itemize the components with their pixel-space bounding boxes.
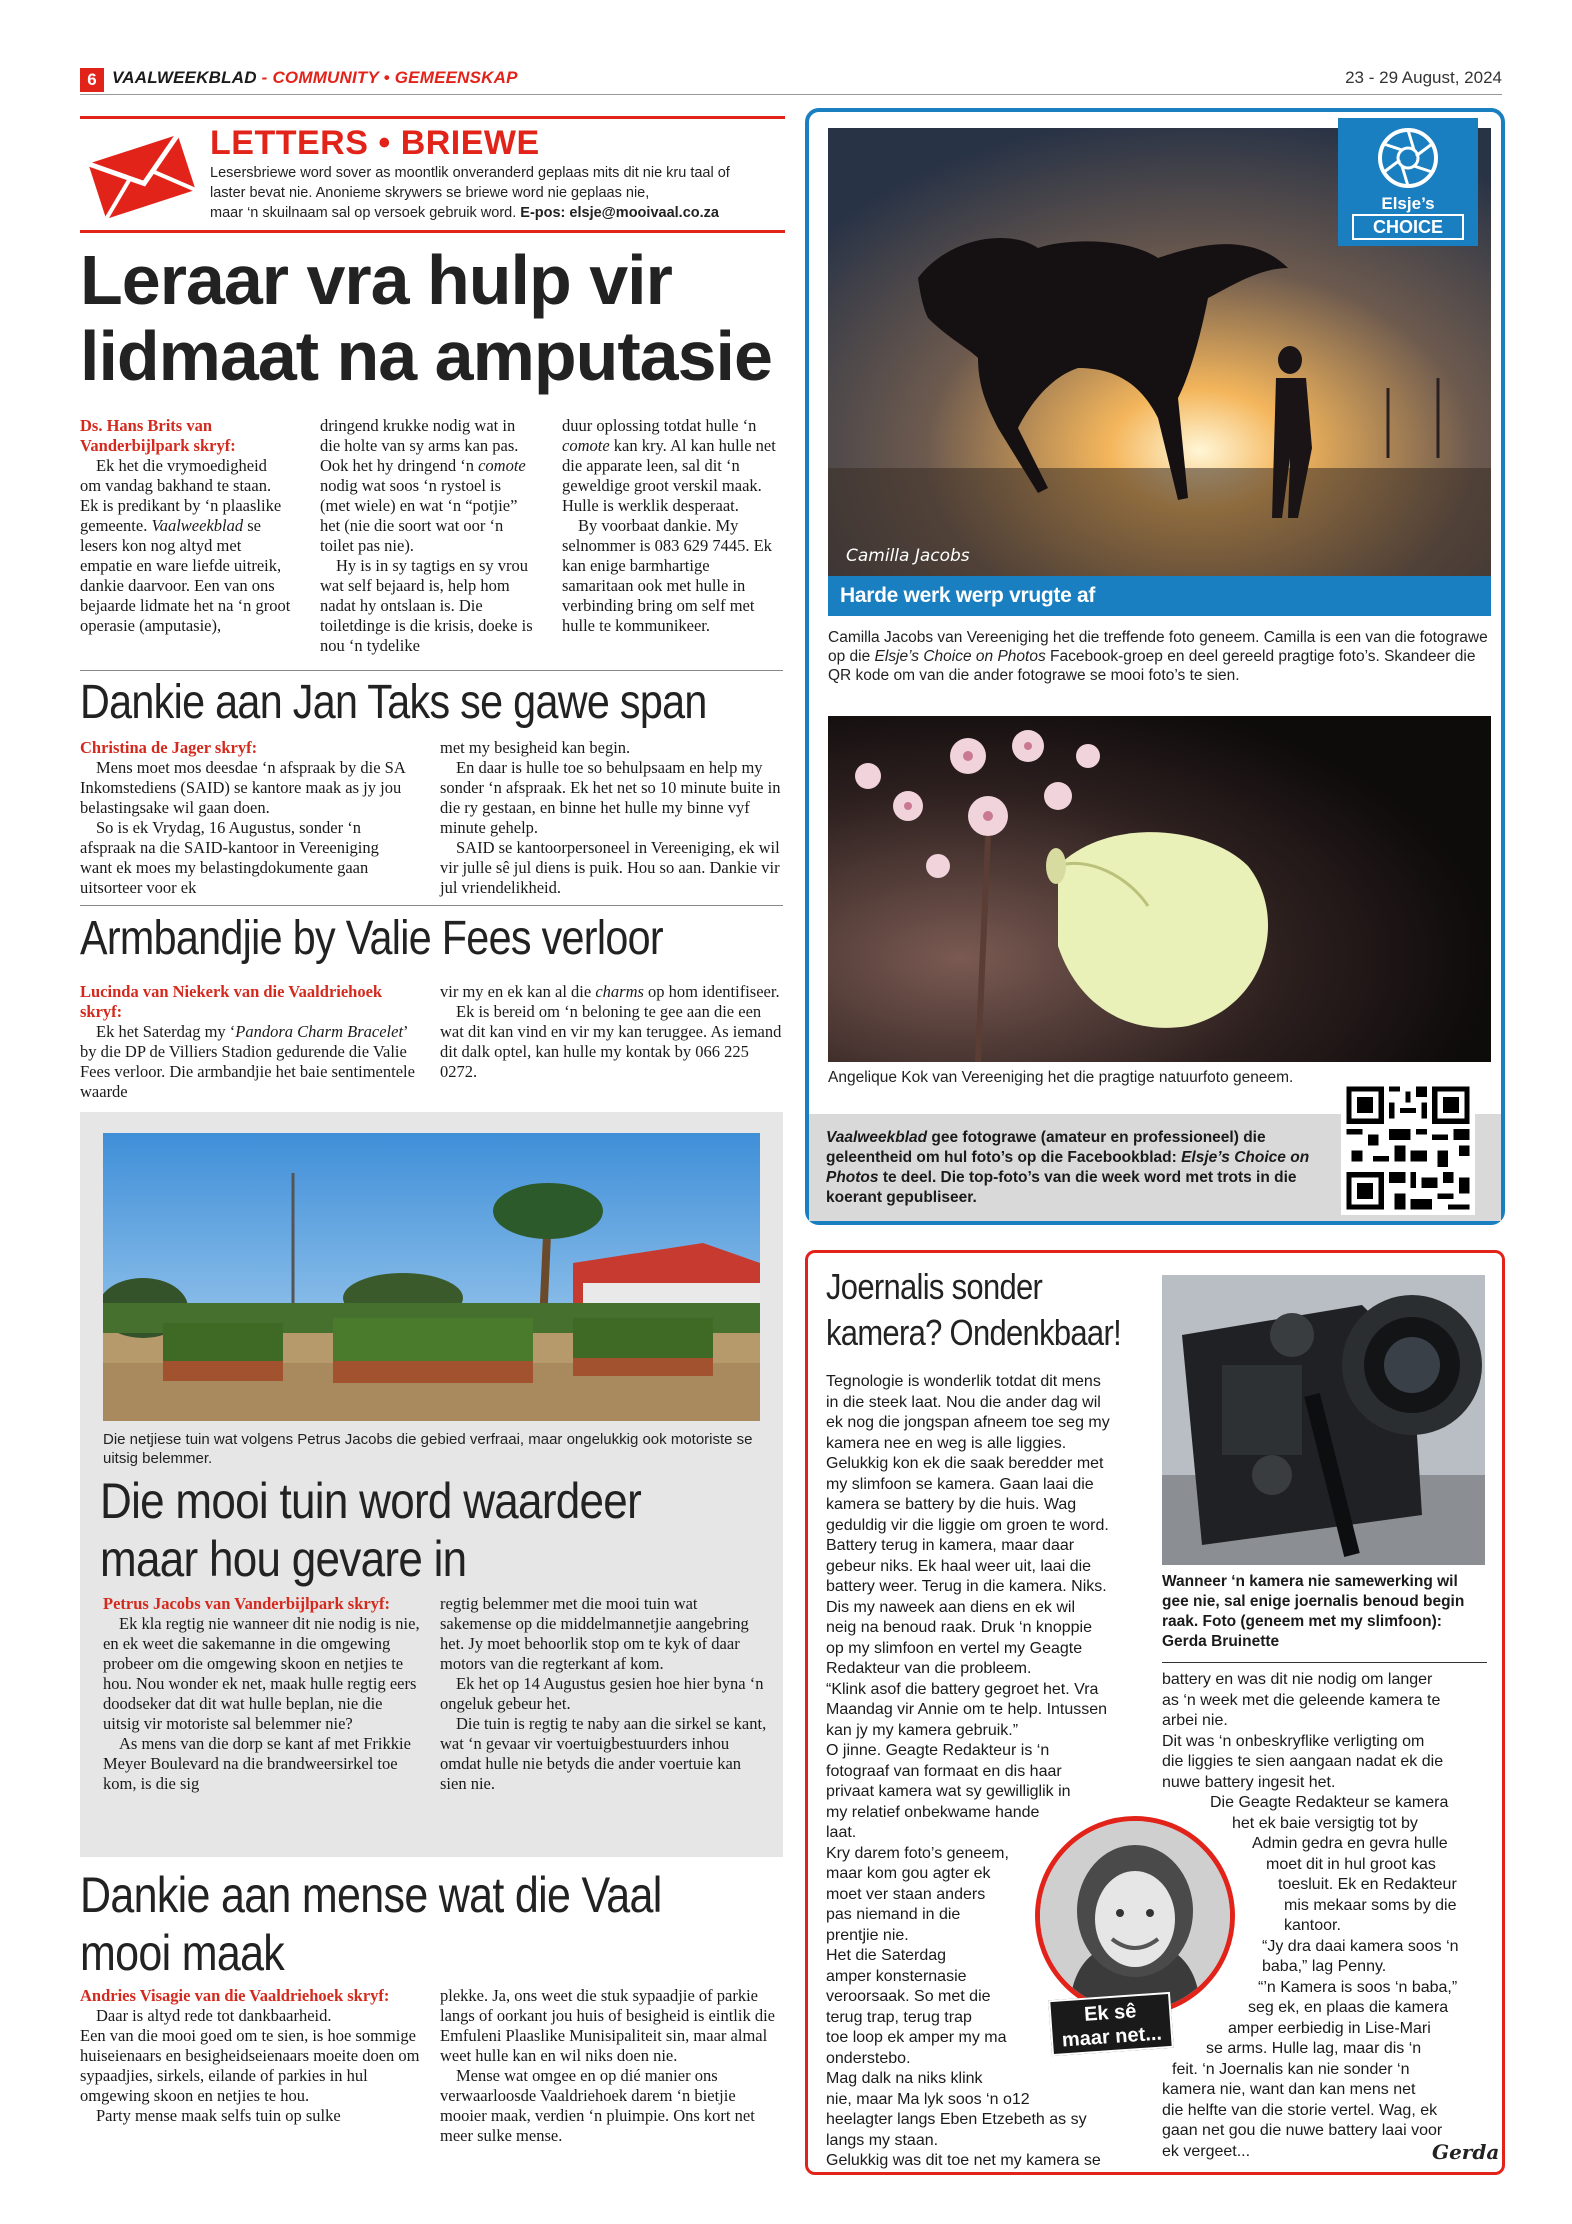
elsjes-choice-footer-text: Vaalweekblad gee fotograwe (amateur en professioneel) die geleentheid om hul foto’s op die Facebookblad: Elsje’s Choice on Photos te deel. Die top-foto’s van die week word met trots in die koerant gepubliseer.	[826, 1129, 1310, 1206]
column-line: Redakteur van die probleem.	[826, 1660, 1032, 1677]
article1-col1: Ds. Hans Brits van Vanderbijlpark skryf: Ek het die vrymoedigheid om vandag bakhand te staan. Ek is predikant by ‘n plaaslike gemeente. Vaalweekblad se lesers kon nog altyd met empatie en ware liefde uitreik, dankie daarvoor. Een van ons bejaarde lidmate het na ‘n groot operasie (amputasie),	[80, 416, 291, 635]
article2-col2: met my besigheid kan begin. En daar is hulle toe so behulpsaam en help my sonder ‘n afspraak. Ek het net so 10 minute buite in die ry gestaan, en binne het hulle my binne vyf minute gehelp. SAID se kantoorpersoneel in Vereeniging, ek wil vir julle sê jul diens is puik. Hou so aan. Dankie vir jul vriendelikheid.	[440, 738, 781, 897]
column-line: langs my staan.	[826, 2131, 939, 2149]
column-line: geduldig vir die liggie om groen te word.	[826, 1516, 1109, 1534]
photo1-credit: Camilla Jacobs	[846, 546, 970, 566]
issue-date: 23 - 29 August, 2024	[1345, 68, 1502, 87]
column-line: Tegnologie is wonderlik totdat dit mens	[826, 1373, 1101, 1390]
article3-headline: Armbandjie by Valie Fees verloor	[80, 912, 663, 965]
garden-photo	[103, 1133, 760, 1421]
column-line: amper konsternasie	[826, 1967, 967, 1985]
letters-description: Lesersbriewe word sover as moontlik onveranderd geplaas mits dit nie kru taal of laster bevat nie. Anonieme skrywers se briewe word nie geplaas nie, maar ‘n skuilnaam sal op versoek gebruik word. E-pos: elsje@mooivaal.co.za	[210, 165, 730, 221]
author-portrait	[1035, 1816, 1235, 2016]
column-line: Het die Saterdag	[826, 1947, 947, 1964]
column-line: op my slimfoon en vertel my Geagte	[826, 1639, 1083, 1657]
article5-byline: Andries Visagie van die Vaaldriehoek skryf:	[80, 1986, 390, 2005]
garden-photo-caption: Die netjiese tuin wat volgens Petrus Jacobs die gebied verfraai, maar ongelukkig ook motoriste se uitsig belemmer.	[103, 1431, 753, 1467]
article3-col1: Lucinda van Niekerk van die Vaaldriehoek skryf: Ek het Saterdag my ‘Pandora Charm Bracelet’ by die DP de Villiers Stadion gedurende die Valie Fees verloor. Die armbandjie het baie sentimentele waarde	[80, 982, 415, 1101]
letters-title: LETTERS • BRIEWE	[210, 124, 540, 162]
column-line: toesluit. Ek en Redakteur	[1278, 1876, 1457, 1893]
article1-byline: Ds. Hans Brits van Vanderbijlpark skryf:	[80, 416, 236, 455]
column-line: kamera se battery by die huis. Wag	[826, 1496, 1077, 1513]
column-line: moet dit in hul groot kas	[1266, 1855, 1436, 1873]
column-line: battery weer. Terug in die kamera. Niks.	[826, 1578, 1107, 1595]
column-line: ek nog die jongspan afneem toe seg my	[826, 1414, 1110, 1431]
column-line: kan jy my kamera gebruik.”	[826, 1721, 1019, 1739]
article4-byline: Petrus Jacobs van Vanderbijlpark skryf:	[103, 1594, 390, 1613]
column-line: my slimfoon se kamera. Gaan laai die	[826, 1475, 1094, 1493]
author-signature: Gerda	[1432, 2140, 1500, 2164]
divider	[80, 670, 783, 671]
photo-title-bar: Harde werk werp vrugte af	[828, 576, 1491, 616]
column-line: maar kom gou agter ek	[826, 1865, 991, 1882]
article1-headline: Leraar vra hulp vir lidmaat na amputasie	[80, 241, 772, 395]
camera-aperture-icon	[1376, 126, 1440, 190]
column-line: nie, maar Ma lyk soos ‘n o12	[826, 2090, 1030, 2108]
article4-col1: Petrus Jacobs van Vanderbijlpark skryf: Ek kla regtig nie wanneer dit nie nodig is nie, en ek weet die sakemanne in die omgewing probeer om die omgewing skoon en netjies te hou. Nou wonder ek net, maak hulle regtig eers doodseker dat dit wat hulle beplan, nie die uitsig vir motoriste sal belemmer nie? As mens van die dorp se kant af met Frikkie Meyer Boulevard na die brandweersirkel toe kom, is die sig	[103, 1594, 423, 1794]
column-line: arbei nie.	[1162, 1712, 1228, 1729]
column-line: kantoor.	[1284, 1917, 1341, 1934]
column-line: Gelukkig was dit toe net my kamera se	[826, 2152, 1101, 2169]
page-number: 6	[80, 68, 104, 92]
column-line: Gelukkig kon ek die saak beredder met	[826, 1455, 1104, 1472]
column-line: ek vergeet...	[1162, 2142, 1251, 2160]
column-line: Admin gedra en gevra hulle	[1252, 1835, 1448, 1852]
column-line: laat.	[826, 1824, 857, 1841]
camera-photo	[1162, 1275, 1485, 1565]
column-line: se arms. Hulle lag, maar dis ‘n	[1206, 2040, 1422, 2057]
article4-col2: regtig belemmer met die mooi tuin wat sakemense op die middelmannetjie aangebring het. Jy moet behoorlik stop om te kyk of daar motors van die regterkant af kom. Ek het op 14 Augustus gesien hoe hier byna ‘n ongeluk gebeur het. Die tuin is regtig te naby aan die sirkel se kant, wat ‘n gevaar vir voertuigbestuurders inhou omdat hulle nie betyds die ander voertuie kan sien nie.	[440, 1594, 767, 1793]
column-line: terug trap, terug trap	[826, 2008, 972, 2026]
column-line: die helfte van die storie vertel. Wag, ek	[1162, 2101, 1438, 2119]
column-line: my relatief onbekwame hande	[826, 1803, 1040, 1821]
divider	[80, 905, 783, 906]
column-line: as ‘n week met die geleende kamera te	[1162, 1691, 1441, 1709]
column-line: Mag dalk na niks klink	[826, 2070, 983, 2087]
column-line: O jinne. Geagte Redakteur is ‘n	[826, 1742, 1050, 1759]
header-rule	[80, 94, 1502, 95]
column-line: amper eerbiedig in Lise-Mari	[1228, 2019, 1431, 2037]
article4-headline: Die mooi tuin word waardeer maar hou gevare in	[100, 1473, 642, 1587]
column-line: mis mekaar soms by die	[1284, 1896, 1457, 1914]
column-badge: Ek sê maar net...	[1048, 1992, 1174, 2056]
column-line: Maandag vir Annie om te help. Intussen	[826, 1701, 1108, 1718]
divider	[1162, 1662, 1487, 1663]
column-line: battery en was dit nie nodig om langer	[1162, 1671, 1433, 1688]
article2-headline: Dankie aan Jan Taks se gawe span	[80, 676, 707, 729]
column-line: prentjie nie.	[826, 1926, 909, 1944]
column-line: pas niemand in die	[826, 1906, 961, 1923]
column-line: “Klink asof die battery gegroet het. Vra	[826, 1680, 1099, 1698]
letters-email[interactable]: E-pos: elsje@mooivaal.co.za	[520, 205, 719, 221]
column-line: kamera nie, want dan kan mens net	[1162, 2081, 1416, 2098]
camera-photo-caption: Wanneer ‘n kamera nie samewerking wil gee nie, sal enige joernalis benoud begin raak. Foto (geneem met my slimfoon): Gerda Bruinette	[1162, 1573, 1465, 1650]
column-line: heelagter langs Eben Etzebeth as sy	[826, 2111, 1087, 2128]
photo1-caption: Camilla Jacobs van Vereeniging het die treffende foto geneem. Camilla is een van die fotograwe op die Elsje’s Choice on Photos Facebook-groep en deel gereeld pragtige foto’s. Skandeer die QR kode om van die ander fotograwe se mooi foto’s te sien.	[828, 629, 1488, 684]
article5-headline: Dankie aan mense wat die Vaal mooi maak	[80, 1867, 662, 1981]
column-line: toe loop ek amper my ma	[826, 2029, 1007, 2046]
column-line: seg ek, en plaas die kamera	[1248, 1999, 1449, 2016]
column-line: Battery terug in kamera, maar daar	[826, 1537, 1075, 1554]
article1-col3: duur oplossing totdat hulle ‘n comote kan kry. Al kan hulle net die apparate leen, sal dit ‘n geweldige groot verskil maak. Hulle is werklik desperaat. By voorbaat dankie. My selnommer is 083 629 7445. Ek kan enige barmhartige samaritaan ook met hulle in verbinding bring om self met hulle te kommunikeer.	[562, 416, 776, 635]
envelope-icon	[86, 126, 196, 222]
paper-name: VAALWEEKBLAD	[112, 68, 257, 87]
article5-col2: plekke. Ja, ons weet die stuk sypaadjie of parkie langs of oorkant jou huis of besigheid is eintlik die Emfuleni Plaaslike Munisipaliteit sin, maar almal weet hulle kan en wil niks doen nie. Mense wat omgee en op dié manier ons verwaarloosde Vaaldriehoek darem ‘n bietjie mooier maak, verdien ‘n pluimpie. Ons kort net meer sulke mense.	[440, 1986, 775, 2145]
column-line: “Jy dra daai kamera soos ‘n	[1262, 1937, 1459, 1955]
column-line: het ek baie versigtig tot by	[1232, 1814, 1418, 1832]
article2-col1: Christina de Jager skryf: Mens moet mos deesdae ‘n afspraak by die SA Inkomstediens (SAID) se kantore maak as jy jou belastingsake wil gaan doen. So is ek Vrydag, 16 Augustus, sonder ‘n afspraak na die SAID-kantoor in Vereeniging want ek moes my belastingdokumente gaan uitsorteer voor ek	[80, 738, 415, 898]
column-line: Dit was ‘n onbeskryflike verligting om	[1162, 1732, 1425, 1750]
elsjes-choice-badge: Elsje’s CHOICE	[1338, 118, 1478, 246]
column-line: kamera nee en weg is alle liggies.	[826, 1434, 1067, 1452]
butterfly-photo	[828, 716, 1491, 1062]
column-line: neig na benoud raak. Druk ‘n knoppie	[826, 1619, 1092, 1636]
section-name: COMMUNITY • GEMEENSKAP	[272, 68, 518, 87]
column-line: onderstebo.	[826, 2049, 911, 2067]
column-line: in die steek laat. Nou die ander dag wil	[826, 1393, 1101, 1411]
column-line: fotograaf van formaat en dis haar	[826, 1762, 1062, 1780]
letters-rule-top	[80, 116, 785, 119]
article3-col2: vir my en ek kan al die charms op hom identifiseer. Ek is bereid om ‘n beloning te gee aan die een wat dit kan vind en vir my kan teruggee. As iemand dit dalk optel, kan hulle my kontak by 066 225 0272.	[440, 982, 782, 1081]
column-line: nuwe battery ingesit het.	[1162, 1773, 1336, 1791]
column-line: Dis my naweek aan diens en ek wil	[826, 1598, 1076, 1616]
masthead: VAALWEEKBLAD - COMMUNITY • GEMEENSKAP	[112, 68, 518, 87]
column-line: “’n Kamera is soos ‘n baba,”	[1258, 1978, 1458, 1996]
qr-code[interactable]	[1341, 1081, 1475, 1215]
column-line: die liggies te sien aangaan nadat ek die	[1162, 1753, 1444, 1770]
column-line: baba,” lag Penny.	[1262, 1958, 1387, 1975]
column-line: gebeur niks. Ek haal weer uit, laai die	[826, 1557, 1092, 1575]
article3-byline: Lucinda van Niekerk van die Vaaldriehoek skryf:	[80, 982, 383, 1021]
column-line: gaan net gou die nuwe battery laai voor	[1162, 2122, 1443, 2139]
column-line: veroorsaak. So met die	[826, 1988, 991, 2005]
column-line: feit. ‘n Joernalis kan nie sonder ‘n	[1172, 2060, 1410, 2078]
column-line: Die Geagte Redakteur se kamera	[1210, 1794, 1449, 1811]
photo2-caption: Angelique Kok van Vereeniging het die pragtige natuurfoto geneem.	[828, 1069, 1294, 1086]
article5-col1: Andries Visagie van die Vaaldriehoek skryf: Daar is altyd rede tot dankbaarheid. Een van die mooi goed om te sien, is hoe sommige huiseienaars en besigheidseienaars moeite doen om sypaadjies, sirkels, eilande of parkies in hul omgewing skoon en netjies te hou. Party mense maak selfs tuin op sulke	[80, 1986, 422, 2126]
column-line: moet ver staan anders	[826, 1885, 986, 1903]
column-line: privaat kamera wat sy gewilliglik in	[826, 1783, 1071, 1800]
journalis-headline: Joernalis sonder kamera? Ondenkbaar!	[826, 1266, 1121, 1353]
article1-col2: dringend krukke nodig wat in die holte van sy arms kan pas. Ook het hy dringend ‘n comote nodig wat soos ‘n rystoel is (met wiele) en wat ‘n “potjie” het (nie die soort wat oor ‘n toilet pas nie). Hy is in sy tagtigs en sy vrou wat self bejaard is, help hom nadat hy ontslaan is. Die toiletdinge is die krisis, doeke is nou ‘n tydelike	[320, 416, 533, 655]
letters-rule-bottom	[80, 230, 785, 233]
article2-byline: Christina de Jager skryf:	[80, 738, 258, 757]
column-line: Kry darem foto’s geneem,	[826, 1844, 1009, 1862]
